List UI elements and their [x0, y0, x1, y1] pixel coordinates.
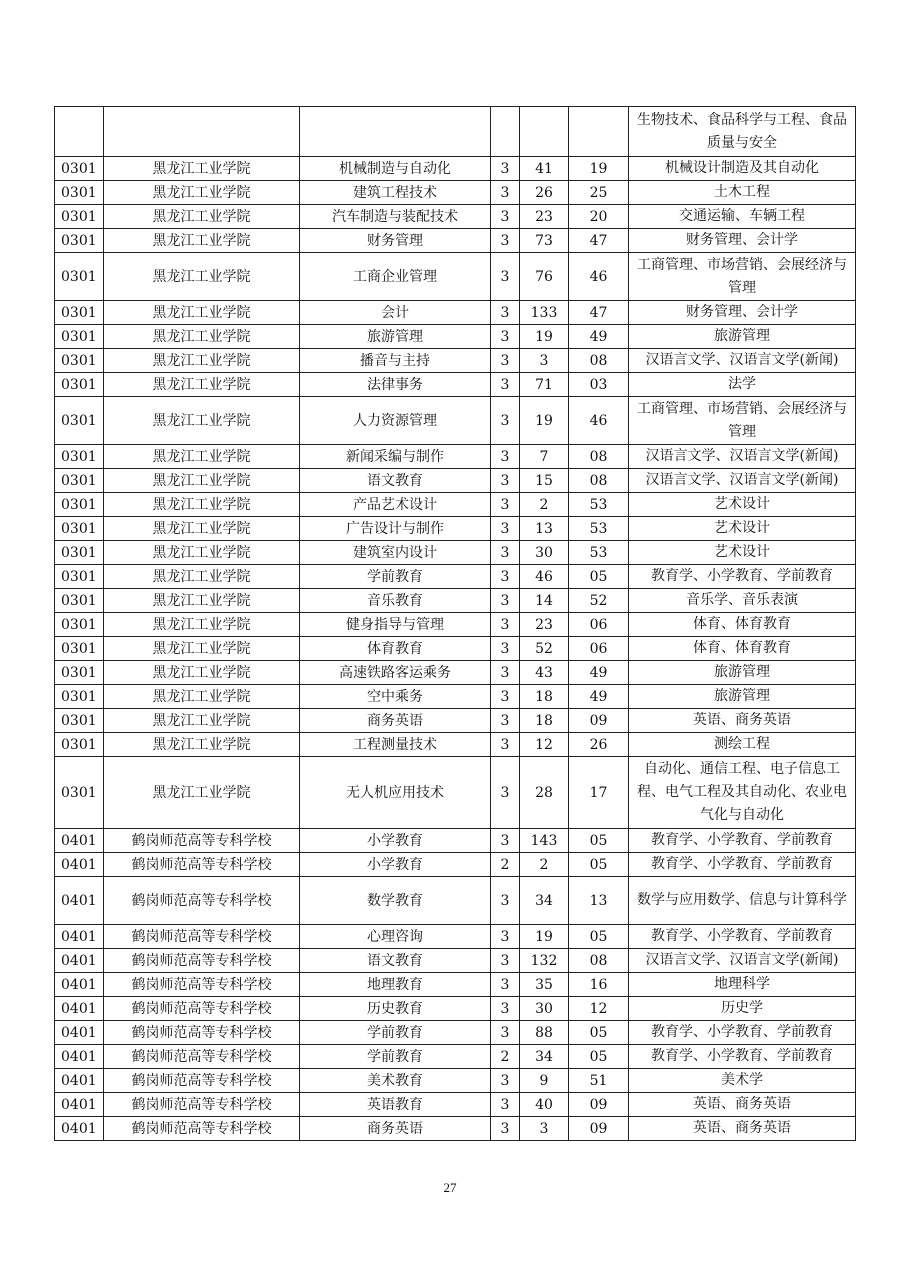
- cell-major-name: 旅游管理: [300, 325, 491, 349]
- cell-matched-majors: 生物技术、食品科学与工程、食品质量与安全: [629, 107, 856, 157]
- cell-category-code: 05: [569, 1045, 629, 1069]
- cell-school-code: 0301: [55, 685, 104, 709]
- cell-school-name: 鹤岗师范高等专科学校: [104, 1069, 300, 1093]
- cell-school-name: 黑龙江工业学院: [104, 301, 300, 325]
- cell-major-name: 广告设计与制作: [300, 517, 491, 541]
- cell-school-name: 鹤岗师范高等专科学校: [104, 829, 300, 853]
- cell-matched-majors: 教育学、小学教育、学前教育: [629, 1021, 856, 1045]
- cell-major-name: 建筑室内设计: [300, 541, 491, 565]
- cell-category-code: 09: [569, 1117, 629, 1141]
- cell-school-name: 黑龙江工业学院: [104, 469, 300, 493]
- cell-matched-majors: 艺术设计: [629, 517, 856, 541]
- cell-plan-count: 34: [520, 877, 569, 925]
- cell-category-code: 53: [569, 541, 629, 565]
- table-row: [55, 685, 856, 709]
- cell-major-name: 历史教育: [300, 997, 491, 1021]
- cell-school-code: 0301: [55, 349, 104, 373]
- table-row: [55, 829, 856, 853]
- cell-plan-count: 88: [520, 1021, 569, 1045]
- cell-major-name: 学前教育: [300, 565, 491, 589]
- cell-category-code: 08: [569, 949, 629, 973]
- cell-duration: 3: [491, 637, 520, 661]
- cell-duration: 3: [491, 517, 520, 541]
- cell-major-name: 无人机应用技术: [300, 757, 491, 829]
- table-row: [55, 205, 856, 229]
- table-row: [55, 349, 856, 373]
- cell-major-name: 健身指导与管理: [300, 613, 491, 637]
- cell-major-name: 语文教育: [300, 469, 491, 493]
- cell-duration: 3: [491, 757, 520, 829]
- table-row: [55, 661, 856, 685]
- cell-major-name: 高速铁路客运乘务: [300, 661, 491, 685]
- cell-matched-majors: 体育、体育教育: [629, 613, 856, 637]
- cell-category-code: 20: [569, 205, 629, 229]
- table-row: [55, 997, 856, 1021]
- cell-major-name: 学前教育: [300, 1045, 491, 1069]
- cell-category-code: 08: [569, 445, 629, 469]
- cell-duration: 3: [491, 829, 520, 853]
- cell-duration: 3: [491, 325, 520, 349]
- cell-major-name: 空中乘务: [300, 685, 491, 709]
- cell-category-code: 53: [569, 517, 629, 541]
- table-row: [55, 397, 856, 445]
- table-row: [55, 877, 856, 925]
- cell-major-name: [300, 107, 491, 157]
- cell-plan-count: 34: [520, 1045, 569, 1069]
- cell-school-name: [104, 107, 300, 157]
- cell-matched-majors: 教育学、小学教育、学前教育: [629, 565, 856, 589]
- cell-category-code: 06: [569, 613, 629, 637]
- cell-school-name: 黑龙江工业学院: [104, 205, 300, 229]
- cell-matched-majors: 交通运输、车辆工程: [629, 205, 856, 229]
- cell-duration: 3: [491, 229, 520, 253]
- cell-school-name: 黑龙江工业学院: [104, 373, 300, 397]
- table-row: [55, 1045, 856, 1069]
- cell-major-name: 法律事务: [300, 373, 491, 397]
- cell-school-name: 鹤岗师范高等专科学校: [104, 997, 300, 1021]
- table-body: [55, 107, 856, 1141]
- cell-major-name: 机械制造与自动化: [300, 157, 491, 181]
- cell-school-code: 0301: [55, 709, 104, 733]
- cell-duration: 3: [491, 709, 520, 733]
- cell-category-code: 08: [569, 469, 629, 493]
- table-row: [55, 541, 856, 565]
- cell-matched-majors: 汉语言文学、汉语言文学(新闻): [629, 469, 856, 493]
- cell-matched-majors: 教育学、小学教育、学前教育: [629, 853, 856, 877]
- cell-category-code: [569, 107, 629, 157]
- cell-duration: 3: [491, 613, 520, 637]
- table-row: [55, 709, 856, 733]
- cell-plan-count: [520, 107, 569, 157]
- cell-school-code: 0301: [55, 205, 104, 229]
- cell-major-name: 心理咨询: [300, 925, 491, 949]
- cell-school-name: 鹤岗师范高等专科学校: [104, 949, 300, 973]
- cell-school-code: 0301: [55, 181, 104, 205]
- cell-major-name: 商务英语: [300, 1117, 491, 1141]
- table-row: [55, 973, 856, 997]
- cell-school-code: 0301: [55, 757, 104, 829]
- cell-plan-count: 3: [520, 349, 569, 373]
- cell-school-name: 黑龙江工业学院: [104, 157, 300, 181]
- cell-matched-majors: 旅游管理: [629, 661, 856, 685]
- cell-school-code: 0301: [55, 637, 104, 661]
- cell-matched-majors: 工商管理、市场营销、会展经济与管理: [629, 397, 856, 445]
- cell-duration: 3: [491, 1117, 520, 1141]
- table-row: [55, 733, 856, 757]
- cell-plan-count: 52: [520, 637, 569, 661]
- cell-matched-majors: 历史学: [629, 997, 856, 1021]
- cell-duration: 3: [491, 349, 520, 373]
- cell-matched-majors: 艺术设计: [629, 541, 856, 565]
- cell-school-code: 0401: [55, 1045, 104, 1069]
- cell-category-code: 03: [569, 373, 629, 397]
- cell-duration: [491, 107, 520, 157]
- cell-school-name: 鹤岗师范高等专科学校: [104, 1117, 300, 1141]
- cell-matched-majors: 数学与应用数学、信息与计算科学: [629, 877, 856, 925]
- cell-school-name: 黑龙江工业学院: [104, 325, 300, 349]
- cell-duration: 3: [491, 685, 520, 709]
- cell-plan-count: 2: [520, 493, 569, 517]
- table-row: [55, 637, 856, 661]
- cell-major-name: 播音与主持: [300, 349, 491, 373]
- cell-duration: 3: [491, 373, 520, 397]
- cell-duration: 3: [491, 1093, 520, 1117]
- cell-major-name: 英语教育: [300, 1093, 491, 1117]
- cell-category-code: 19: [569, 157, 629, 181]
- cell-matched-majors: 财务管理、会计学: [629, 301, 856, 325]
- cell-matched-majors: 汉语言文学、汉语言文学(新闻): [629, 349, 856, 373]
- cell-plan-count: 26: [520, 181, 569, 205]
- cell-major-name: 学前教育: [300, 1021, 491, 1045]
- cell-school-code: 0401: [55, 973, 104, 997]
- table-row: [55, 1021, 856, 1045]
- cell-school-code: 0401: [55, 1117, 104, 1141]
- cell-category-code: 05: [569, 853, 629, 877]
- cell-school-name: 黑龙江工业学院: [104, 757, 300, 829]
- cell-category-code: 47: [569, 229, 629, 253]
- cell-major-name: 会计: [300, 301, 491, 325]
- cell-category-code: 05: [569, 1021, 629, 1045]
- cell-school-name: 黑龙江工业学院: [104, 709, 300, 733]
- cell-duration: 3: [491, 205, 520, 229]
- cell-school-name: 黑龙江工业学院: [104, 685, 300, 709]
- cell-category-code: 13: [569, 877, 629, 925]
- table-row: [55, 853, 856, 877]
- table-row: [55, 253, 856, 301]
- cell-duration: 3: [491, 1069, 520, 1093]
- cell-duration: 3: [491, 949, 520, 973]
- cell-duration: 3: [491, 589, 520, 613]
- cell-school-code: 0301: [55, 541, 104, 565]
- cell-major-name: 工程测量技术: [300, 733, 491, 757]
- cell-major-name: 商务英语: [300, 709, 491, 733]
- cell-major-name: 小学教育: [300, 853, 491, 877]
- cell-plan-count: 19: [520, 925, 569, 949]
- cell-school-name: 黑龙江工业学院: [104, 397, 300, 445]
- cell-school-code: 0301: [55, 301, 104, 325]
- cell-major-name: 汽车制造与装配技术: [300, 205, 491, 229]
- cell-category-code: 49: [569, 685, 629, 709]
- admission-table: [54, 106, 856, 1141]
- cell-matched-majors: 汉语言文学、汉语言文学(新闻): [629, 445, 856, 469]
- cell-plan-count: 28: [520, 757, 569, 829]
- cell-school-code: 0301: [55, 733, 104, 757]
- cell-school-name: 鹤岗师范高等专科学校: [104, 1045, 300, 1069]
- cell-plan-count: 71: [520, 373, 569, 397]
- cell-matched-majors: 旅游管理: [629, 325, 856, 349]
- table-row: [55, 949, 856, 973]
- cell-category-code: 05: [569, 829, 629, 853]
- cell-plan-count: 15: [520, 469, 569, 493]
- cell-plan-count: 7: [520, 445, 569, 469]
- cell-duration: 3: [491, 997, 520, 1021]
- cell-matched-majors: 教育学、小学教育、学前教育: [629, 925, 856, 949]
- cell-school-code: [55, 107, 104, 157]
- cell-major-name: 小学教育: [300, 829, 491, 853]
- cell-school-name: 黑龙江工业学院: [104, 181, 300, 205]
- cell-school-code: 0401: [55, 1093, 104, 1117]
- cell-matched-majors: 体育、体育教育: [629, 637, 856, 661]
- cell-category-code: 09: [569, 1093, 629, 1117]
- cell-plan-count: 35: [520, 973, 569, 997]
- cell-major-name: 音乐教育: [300, 589, 491, 613]
- cell-plan-count: 46: [520, 565, 569, 589]
- table-row: [55, 445, 856, 469]
- cell-category-code: 08: [569, 349, 629, 373]
- cell-category-code: 05: [569, 565, 629, 589]
- cell-category-code: 46: [569, 397, 629, 445]
- cell-school-name: 黑龙江工业学院: [104, 565, 300, 589]
- cell-school-code: 0301: [55, 661, 104, 685]
- cell-duration: 3: [491, 397, 520, 445]
- cell-major-name: 工商企业管理: [300, 253, 491, 301]
- cell-school-name: 黑龙江工业学院: [104, 349, 300, 373]
- cell-plan-count: 76: [520, 253, 569, 301]
- cell-matched-majors: 测绘工程: [629, 733, 856, 757]
- cell-category-code: 05: [569, 925, 629, 949]
- cell-matched-majors: 旅游管理: [629, 685, 856, 709]
- cell-category-code: 17: [569, 757, 629, 829]
- cell-plan-count: 3: [520, 1117, 569, 1141]
- cell-plan-count: 143: [520, 829, 569, 853]
- cell-plan-count: 19: [520, 325, 569, 349]
- cell-plan-count: 132: [520, 949, 569, 973]
- cell-plan-count: 133: [520, 301, 569, 325]
- cell-matched-majors: 土木工程: [629, 181, 856, 205]
- cell-major-name: 财务管理: [300, 229, 491, 253]
- cell-major-name: 数学教育: [300, 877, 491, 925]
- cell-matched-majors: 自动化、通信工程、电子信息工程、电气工程及其自动化、农业电气化与自动化: [629, 757, 856, 829]
- cell-school-name: 黑龙江工业学院: [104, 493, 300, 517]
- cell-category-code: 12: [569, 997, 629, 1021]
- table-row: [55, 1117, 856, 1141]
- cell-matched-majors: 机械设计制造及其自动化: [629, 157, 856, 181]
- cell-school-code: 0301: [55, 469, 104, 493]
- cell-school-name: 黑龙江工业学院: [104, 613, 300, 637]
- cell-category-code: 49: [569, 661, 629, 685]
- cell-matched-majors: 教育学、小学教育、学前教育: [629, 1045, 856, 1069]
- cell-duration: 3: [491, 445, 520, 469]
- cell-duration: 3: [491, 565, 520, 589]
- cell-plan-count: 13: [520, 517, 569, 541]
- cell-plan-count: 12: [520, 733, 569, 757]
- cell-school-code: 0301: [55, 325, 104, 349]
- cell-plan-count: 30: [520, 541, 569, 565]
- cell-school-code: 0301: [55, 157, 104, 181]
- cell-school-code: 0401: [55, 1021, 104, 1045]
- cell-major-name: 人力资源管理: [300, 397, 491, 445]
- cell-school-name: 黑龙江工业学院: [104, 541, 300, 565]
- cell-duration: 2: [491, 1045, 520, 1069]
- cell-matched-majors: 英语、商务英语: [629, 1093, 856, 1117]
- cell-plan-count: 30: [520, 997, 569, 1021]
- cell-school-name: 黑龙江工业学院: [104, 445, 300, 469]
- cell-matched-majors: 工商管理、市场营销、会展经济与管理: [629, 253, 856, 301]
- cell-duration: 3: [491, 157, 520, 181]
- cell-plan-count: 41: [520, 157, 569, 181]
- cell-plan-count: 18: [520, 709, 569, 733]
- cell-category-code: 26: [569, 733, 629, 757]
- cell-major-name: 语文教育: [300, 949, 491, 973]
- cell-school-name: 鹤岗师范高等专科学校: [104, 877, 300, 925]
- cell-school-code: 0301: [55, 493, 104, 517]
- cell-duration: 3: [491, 301, 520, 325]
- cell-category-code: 51: [569, 1069, 629, 1093]
- cell-major-name: 建筑工程技术: [300, 181, 491, 205]
- cell-category-code: 09: [569, 709, 629, 733]
- cell-duration: 3: [491, 181, 520, 205]
- cell-plan-count: 9: [520, 1069, 569, 1093]
- cell-school-code: 0401: [55, 1069, 104, 1093]
- cell-school-name: 黑龙江工业学院: [104, 253, 300, 301]
- cell-school-code: 0301: [55, 373, 104, 397]
- cell-plan-count: 73: [520, 229, 569, 253]
- cell-school-code: 0401: [55, 949, 104, 973]
- table-row: [55, 107, 856, 157]
- cell-school-code: 0401: [55, 877, 104, 925]
- cell-matched-majors: 法学: [629, 373, 856, 397]
- cell-duration: 3: [491, 493, 520, 517]
- cell-school-name: 黑龙江工业学院: [104, 517, 300, 541]
- cell-duration: 3: [491, 1021, 520, 1045]
- cell-duration: 3: [491, 469, 520, 493]
- cell-matched-majors: 英语、商务英语: [629, 709, 856, 733]
- cell-category-code: 06: [569, 637, 629, 661]
- table-row: [55, 373, 856, 397]
- cell-plan-count: 23: [520, 613, 569, 637]
- cell-major-name: 产品艺术设计: [300, 493, 491, 517]
- cell-category-code: 46: [569, 253, 629, 301]
- cell-matched-majors: 英语、商务英语: [629, 1117, 856, 1141]
- cell-category-code: 25: [569, 181, 629, 205]
- cell-major-name: 美术教育: [300, 1069, 491, 1093]
- cell-school-code: 0401: [55, 829, 104, 853]
- cell-category-code: 49: [569, 325, 629, 349]
- cell-plan-count: 40: [520, 1093, 569, 1117]
- cell-category-code: 16: [569, 973, 629, 997]
- cell-school-name: 鹤岗师范高等专科学校: [104, 973, 300, 997]
- table-row: [55, 301, 856, 325]
- cell-major-name: 地理教育: [300, 973, 491, 997]
- cell-plan-count: 43: [520, 661, 569, 685]
- cell-school-name: 黑龙江工业学院: [104, 229, 300, 253]
- cell-school-name: 黑龙江工业学院: [104, 637, 300, 661]
- table-row: [55, 757, 856, 829]
- cell-major-name: 新闻采编与制作: [300, 445, 491, 469]
- cell-school-name: 黑龙江工业学院: [104, 589, 300, 613]
- table-row: [55, 469, 856, 493]
- cell-duration: 3: [491, 973, 520, 997]
- cell-school-code: 0301: [55, 445, 104, 469]
- cell-matched-majors: 地理科学: [629, 973, 856, 997]
- cell-school-name: 黑龙江工业学院: [104, 661, 300, 685]
- cell-school-code: 0301: [55, 589, 104, 613]
- table-row: [55, 493, 856, 517]
- table-row: [55, 1069, 856, 1093]
- cell-matched-majors: 汉语言文学、汉语言文学(新闻): [629, 949, 856, 973]
- cell-duration: 3: [491, 733, 520, 757]
- cell-duration: 3: [491, 253, 520, 301]
- cell-school-name: 鹤岗师范高等专科学校: [104, 925, 300, 949]
- table-row: [55, 613, 856, 637]
- page-number: 27: [443, 1180, 457, 1195]
- cell-duration: 3: [491, 877, 520, 925]
- cell-duration: 3: [491, 661, 520, 685]
- cell-school-code: 0301: [55, 253, 104, 301]
- cell-school-code: 0301: [55, 397, 104, 445]
- cell-matched-majors: 教育学、小学教育、学前教育: [629, 829, 856, 853]
- table-row: [55, 157, 856, 181]
- cell-school-code: 0401: [55, 853, 104, 877]
- cell-category-code: 53: [569, 493, 629, 517]
- table-row: [55, 517, 856, 541]
- cell-duration: 2: [491, 853, 520, 877]
- cell-school-name: 鹤岗师范高等专科学校: [104, 1093, 300, 1117]
- cell-matched-majors: 音乐学、音乐表演: [629, 589, 856, 613]
- cell-school-name: 鹤岗师范高等专科学校: [104, 853, 300, 877]
- cell-duration: 3: [491, 541, 520, 565]
- cell-school-name: 鹤岗师范高等专科学校: [104, 1021, 300, 1045]
- cell-school-code: 0301: [55, 565, 104, 589]
- cell-major-name: 体育教育: [300, 637, 491, 661]
- cell-school-code: 0401: [55, 925, 104, 949]
- cell-plan-count: 2: [520, 853, 569, 877]
- cell-plan-count: 23: [520, 205, 569, 229]
- table-row: [55, 229, 856, 253]
- cell-plan-count: 14: [520, 589, 569, 613]
- cell-school-code: 0301: [55, 229, 104, 253]
- table-row: [55, 325, 856, 349]
- cell-duration: 3: [491, 925, 520, 949]
- cell-category-code: 52: [569, 589, 629, 613]
- cell-school-name: 黑龙江工业学院: [104, 733, 300, 757]
- table-row: [55, 589, 856, 613]
- cell-school-code: 0301: [55, 613, 104, 637]
- cell-plan-count: 19: [520, 397, 569, 445]
- cell-plan-count: 18: [520, 685, 569, 709]
- table-row: [55, 565, 856, 589]
- table-row: [55, 181, 856, 205]
- cell-school-code: 0401: [55, 997, 104, 1021]
- cell-school-code: 0301: [55, 517, 104, 541]
- cell-matched-majors: 财务管理、会计学: [629, 229, 856, 253]
- cell-matched-majors: 美术学: [629, 1069, 856, 1093]
- cell-matched-majors: 艺术设计: [629, 493, 856, 517]
- cell-category-code: 47: [569, 301, 629, 325]
- table-row: [55, 1093, 856, 1117]
- table-row: [55, 925, 856, 949]
